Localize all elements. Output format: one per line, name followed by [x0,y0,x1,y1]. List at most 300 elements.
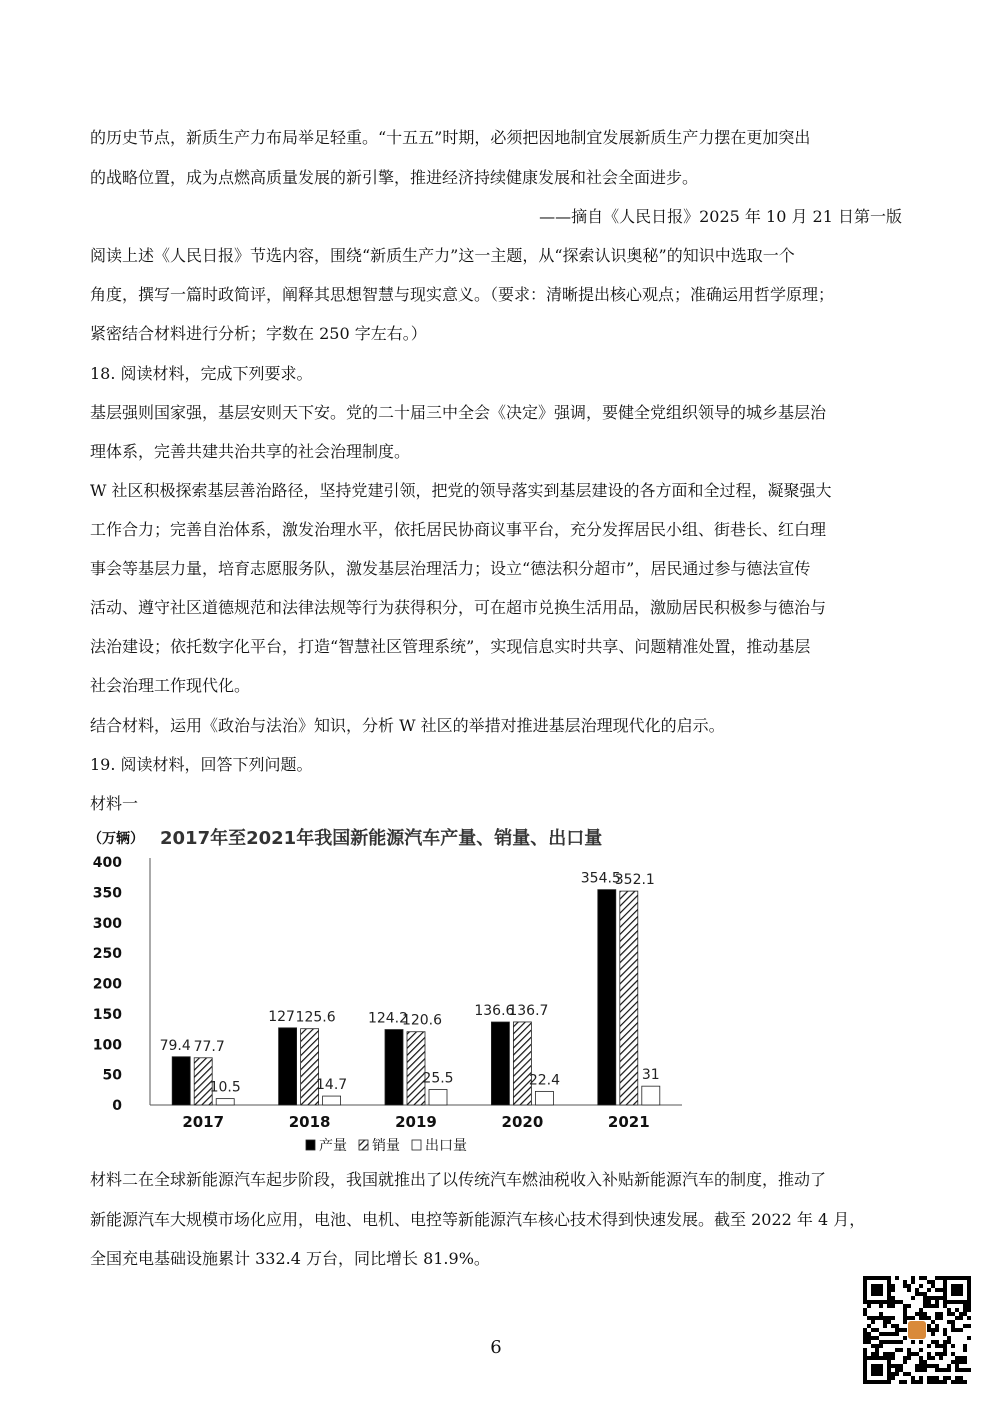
data-label: 124.2 [367,1010,409,1027]
qr-module [887,1380,891,1384]
qr-module [871,1352,875,1356]
qr-module [927,1380,931,1384]
text-line: 角度，撰写一篇时政简评，阐释其思想智慧与现实意义。（要求：清晰提出核心观点；准确运用哲学原理； [90,285,835,304]
qr-module [963,1300,967,1304]
qr-module [919,1312,923,1316]
qr-module [935,1380,939,1384]
material-label: 材料一 [90,794,139,813]
qr-module [947,1340,951,1344]
qr-module [963,1344,967,1348]
qr-module [871,1368,875,1372]
qr-module [951,1276,955,1280]
qr-module [931,1332,935,1336]
qr-module [923,1364,927,1368]
qr-module [867,1340,871,1344]
qr-module [887,1292,891,1296]
qr-module [939,1276,943,1280]
qr-module [887,1304,891,1308]
qr-module [935,1344,939,1348]
qr-module [939,1368,943,1372]
qr-module [879,1368,883,1372]
qr-module [951,1300,955,1304]
qr-module [923,1316,927,1320]
qr-module [955,1308,959,1312]
qr-module [935,1376,939,1380]
qr-module [963,1380,967,1384]
qr-module [943,1380,947,1384]
text-line: 阅读上述《人民日报》节选内容，围绕“新质生产力”这一主题，从“探索认识奥秘”的知识中选取一个 [90,246,795,265]
qr-module [943,1344,947,1348]
qr-module [911,1380,915,1384]
qr-module [907,1348,911,1352]
qr-module [931,1340,935,1344]
qr-module [899,1364,903,1368]
qr-module [943,1328,947,1332]
qr-module [879,1364,883,1368]
text-line: 材料二在全球新能源汽车起步阶段，我国就推出了以传统汽车燃油税收入补贴新能源汽车的制度，推动了 [90,1170,827,1189]
qr-module [871,1276,875,1280]
qr-module [927,1356,931,1360]
qr-module [875,1336,879,1340]
data-label: 136.7 [508,1002,549,1019]
qr-module [927,1304,931,1308]
qr-module [863,1372,867,1376]
qr-module [931,1364,935,1368]
qr-module [907,1372,911,1376]
qr-module [887,1280,891,1284]
qr-module [923,1292,927,1296]
qr-module [943,1348,947,1352]
data-label: 136.6 [474,1003,515,1020]
page-number: 6 [490,1337,502,1358]
qr-module [863,1308,867,1312]
text-line: 紧密结合材料进行分析；字数在 250 字左右。） [90,324,427,343]
qr-module [911,1376,915,1380]
qr-module [927,1376,931,1380]
qr-module [871,1356,875,1360]
qr-module [947,1308,951,1312]
qr-module [875,1352,879,1356]
qr-module [871,1372,875,1376]
qr-module [943,1276,947,1280]
qr-module [907,1288,911,1292]
data-label: 10.5 [209,1079,241,1096]
qr-module [967,1280,971,1284]
qr-module [911,1316,915,1320]
qr-module [919,1376,923,1380]
qr-module [939,1288,943,1292]
qr-module [967,1308,971,1312]
qr-module [963,1304,967,1308]
qr-module [867,1356,871,1360]
question-heading: 19. 阅读材料，回答下列问题。 [90,755,313,774]
qr-module [923,1312,927,1316]
y-tick-label: 50 [102,1067,122,1084]
qr-module [963,1312,967,1316]
qr-module [935,1276,939,1280]
qr-module [951,1344,955,1348]
qr-module [943,1332,947,1336]
qr-module [899,1380,903,1384]
qr-module [943,1368,947,1372]
qr-module [919,1308,923,1312]
qr-module [863,1300,867,1304]
qr-module [895,1340,899,1344]
qr-module [887,1320,891,1324]
qr-module [887,1364,891,1368]
data-label: 31 [641,1067,660,1084]
qr-module [863,1340,867,1344]
bar-产量 [598,890,616,1105]
x-tick-label: 2020 [501,1113,544,1131]
qr-module [895,1300,899,1304]
qr-module [923,1296,927,1300]
qr-module [871,1288,875,1292]
x-tick-label: 2018 [288,1113,331,1131]
y-tick-label: 400 [92,855,122,871]
qr-module [879,1344,883,1348]
qr-module [959,1356,963,1360]
qr-module [935,1304,939,1308]
qr-module [863,1380,867,1384]
qr-module [911,1296,915,1300]
text-line: 活动、遵守社区道德规范和法律法规等行为获得积分，可在超市兑换生活用品，激励居民积极参与德治与 [90,598,827,617]
qr-module [875,1288,879,1292]
qr-module [923,1276,927,1280]
qr-module [863,1288,867,1292]
qr-module [927,1352,931,1356]
chart-unit-label: （万辆） [88,831,144,847]
qr-module [907,1284,911,1288]
qr-module [919,1380,923,1384]
data-label: 125.6 [295,1009,336,1026]
qr-module [919,1292,923,1296]
qr-module [903,1360,907,1364]
qr-module [863,1312,867,1316]
qr-module [899,1300,903,1304]
qr-module [911,1280,915,1284]
qr-module [923,1304,927,1308]
qr-module [887,1288,891,1292]
qr-module [951,1292,955,1296]
qr-module [959,1316,963,1320]
bar-销量 [301,1029,319,1105]
qr-module [891,1372,895,1376]
qr-module [963,1360,967,1364]
qr-module [955,1356,959,1360]
qr-module [943,1304,947,1308]
qr-module [891,1352,895,1356]
y-tick-label: 100 [92,1037,122,1054]
qr-module [947,1320,951,1324]
qr-module [879,1340,883,1344]
qr-module [863,1336,867,1340]
qr-module [951,1284,955,1288]
qr-module [967,1324,971,1328]
qr-module [951,1352,955,1356]
qr-module [863,1276,867,1280]
qr-module [887,1352,891,1356]
qr-module [903,1312,907,1316]
bar-产量 [172,1057,190,1105]
qr-module [891,1316,895,1320]
qr-module [895,1276,899,1280]
qr-module [903,1372,907,1376]
qr-module [927,1280,931,1284]
y-tick-label: 200 [92,976,122,993]
qr-module [959,1288,963,1292]
qr-module [955,1364,959,1368]
qr-module [947,1364,951,1368]
qr-module [863,1356,867,1360]
qr-module [923,1368,927,1372]
qr-module [891,1356,895,1360]
qr-module [931,1380,935,1384]
qr-module [963,1368,967,1372]
qr-module [943,1296,947,1300]
qr-module [963,1348,967,1352]
qr-module [879,1356,883,1360]
qr-module [943,1300,947,1304]
qr-module [959,1312,963,1316]
qr-module [943,1288,947,1292]
qr-module [939,1316,943,1320]
qr-module [935,1364,939,1368]
qr-module [883,1276,887,1280]
qr-module [879,1276,883,1280]
x-tick-label: 2021 [607,1113,650,1131]
qr-module [947,1312,951,1316]
qr-module [867,1380,871,1384]
qr-module [919,1368,923,1372]
qr-module [895,1332,899,1336]
data-label: 127 [268,1008,295,1025]
qr-module [879,1292,883,1296]
qr-module [959,1300,963,1304]
qr-module [943,1340,947,1344]
qr-module [935,1296,939,1300]
qr-module [863,1376,867,1380]
qr-module [891,1324,895,1328]
qr-module [927,1288,931,1292]
qr-module [959,1368,963,1372]
qr-module [883,1340,887,1344]
qr-module [879,1304,883,1308]
qr-module [867,1276,871,1280]
qr-module [895,1364,899,1368]
qr-module [871,1284,875,1288]
qr-module [875,1364,879,1368]
qr-module [935,1340,939,1344]
qr-logo [908,1321,926,1339]
qr-module [899,1340,903,1344]
qr-module [887,1296,891,1300]
y-tick-label: 350 [92,885,122,902]
qr-module [887,1316,891,1320]
x-tick-label: 2017 [182,1113,225,1131]
legend-label: 销量 [372,1138,400,1154]
qr-module [879,1312,883,1316]
qr-module [915,1288,919,1292]
qr-module [883,1332,887,1336]
qr-module [959,1292,963,1296]
qr-module [951,1312,955,1316]
bar-出口量 [535,1091,553,1105]
data-label: 22.4 [528,1072,560,1089]
bar-销量 [407,1032,425,1105]
qr-module [927,1316,931,1320]
legend-label: 产量 [319,1138,347,1154]
qr-module [967,1276,971,1280]
bar-出口量 [429,1090,447,1105]
qr-module [871,1292,875,1296]
qr-module [887,1340,891,1344]
qr-module [863,1284,867,1288]
qr-module [915,1380,919,1384]
legend-swatch [306,1140,315,1150]
qr-module [967,1304,971,1308]
qr-module [935,1324,939,1328]
data-label: 14.7 [316,1077,348,1094]
qr-module [959,1360,963,1364]
qr-module [871,1316,875,1320]
bar-产量 [279,1028,297,1105]
qr-module [903,1336,907,1340]
qr-module [919,1316,923,1320]
qr-module [891,1288,895,1292]
chart-plot [88,822,700,1162]
qr-module [907,1316,911,1320]
qr-module [931,1304,935,1308]
qr-module [887,1284,891,1288]
qr-module [943,1352,947,1356]
qr-module [939,1352,943,1356]
qr-module [939,1312,943,1316]
qr-module [863,1352,867,1356]
qr-module [907,1352,911,1356]
qr-module [903,1280,907,1284]
qr-module [923,1300,927,1304]
qr-module [871,1380,875,1384]
text-line: W 社区积极探索基层善治路径，坚持党建引领，把党的领导落实到基层建设的各方面和全过程，凝聚强大 [90,481,832,500]
qr-module [955,1288,959,1292]
text-line: 结合材料，运用《政治与法治》知识，分析 W 社区的举措对推进基层治理现代化的启示。 [90,716,725,735]
data-label: 352.1 [614,872,655,889]
qr-module [955,1316,959,1320]
qr-module [931,1284,935,1288]
bar-产量 [491,1022,509,1105]
qr-module [959,1376,963,1380]
qr-module [919,1364,923,1368]
text-line: 的历史节点，新质生产力布局举足轻重。“十五五”时期，必须把因地制宜发展新质生产力摆在更加突出 [90,128,811,147]
qr-module [867,1336,871,1340]
qr-module [947,1336,951,1340]
qr-module [879,1316,883,1320]
qr-module [915,1312,919,1316]
text-line: 法治建设；依托数字化平台，打造“智慧社区管理系统”，实现信息实时共享、问题精准处置，推动基层 [90,637,811,656]
qr-module [967,1316,971,1320]
question-heading: 18. 阅读材料，完成下列要求。 [90,364,313,383]
bar-产量 [385,1030,403,1105]
qr-module [867,1300,871,1304]
qr-module [883,1380,887,1384]
qr-module [875,1300,879,1304]
qr-module [907,1304,911,1308]
legend-swatch [412,1140,421,1150]
qr-module [891,1284,895,1288]
qr-module [963,1308,967,1312]
qr-module [895,1328,899,1332]
qr-module [923,1360,927,1364]
qr-module [915,1368,919,1372]
qr-module [919,1284,923,1288]
data-label: 77.7 [193,1038,225,1055]
qr-module [927,1344,931,1348]
qr-module [871,1344,875,1348]
qr-module [867,1304,871,1308]
qr-module [903,1356,907,1360]
text-line: 的战略位置，成为点燃高质量发展的新引擎，推进经济持续健康发展和社会全面进步。 [90,168,699,187]
qr-module [935,1352,939,1356]
qr-module [963,1356,967,1360]
qr-module [879,1284,883,1288]
qr-module [927,1296,931,1300]
text-line: 基层强则国家强，基层安则天下安。党的二十届三中全会《决定》强调，要健全党组织领导的城乡基层治 [90,403,827,422]
qr-module [879,1380,883,1384]
qr-module [887,1332,891,1336]
source-citation: ——摘自《人民日报》2025 年 10 月 21 日第一版 [539,207,902,226]
qr-module [887,1356,891,1360]
qr-code-icon[interactable] [863,1276,971,1384]
qr-module [887,1372,891,1376]
qr-module [887,1376,891,1380]
qr-module [875,1328,879,1332]
qr-module [891,1332,895,1336]
qr-module [947,1368,951,1372]
text-line: 全国充电基础设施累计 332.4 万台，同比增长 81.9%。 [90,1249,490,1268]
qr-module [899,1368,903,1372]
qr-module [891,1376,895,1380]
qr-module [883,1316,887,1320]
qr-module [887,1276,891,1280]
qr-module [899,1348,903,1352]
qr-module [911,1352,915,1356]
qr-module [943,1284,947,1288]
qr-module [863,1292,867,1296]
qr-module [919,1348,923,1352]
x-tick-label: 2019 [395,1113,437,1131]
qr-module [863,1364,867,1368]
text-line: 新能源汽车大规模市场化应用，电池、电机、电控等新能源汽车核心技术得到快速发展。截至 2022 年 4 月， [90,1210,866,1229]
qr-module [883,1356,887,1360]
qr-module [931,1320,935,1324]
qr-module [939,1344,943,1348]
qr-module [903,1380,907,1384]
qr-module [955,1284,959,1288]
y-tick-label: 300 [92,915,122,932]
qr-module [943,1376,947,1380]
qr-module [967,1292,971,1296]
qr-module [863,1360,867,1364]
qr-module [891,1304,895,1308]
qr-module [875,1356,879,1360]
qr-module [967,1336,971,1340]
qr-module [935,1328,939,1332]
y-tick-label: 250 [92,946,122,963]
qr-module [931,1376,935,1380]
qr-module [963,1276,967,1280]
qr-module [915,1352,919,1356]
